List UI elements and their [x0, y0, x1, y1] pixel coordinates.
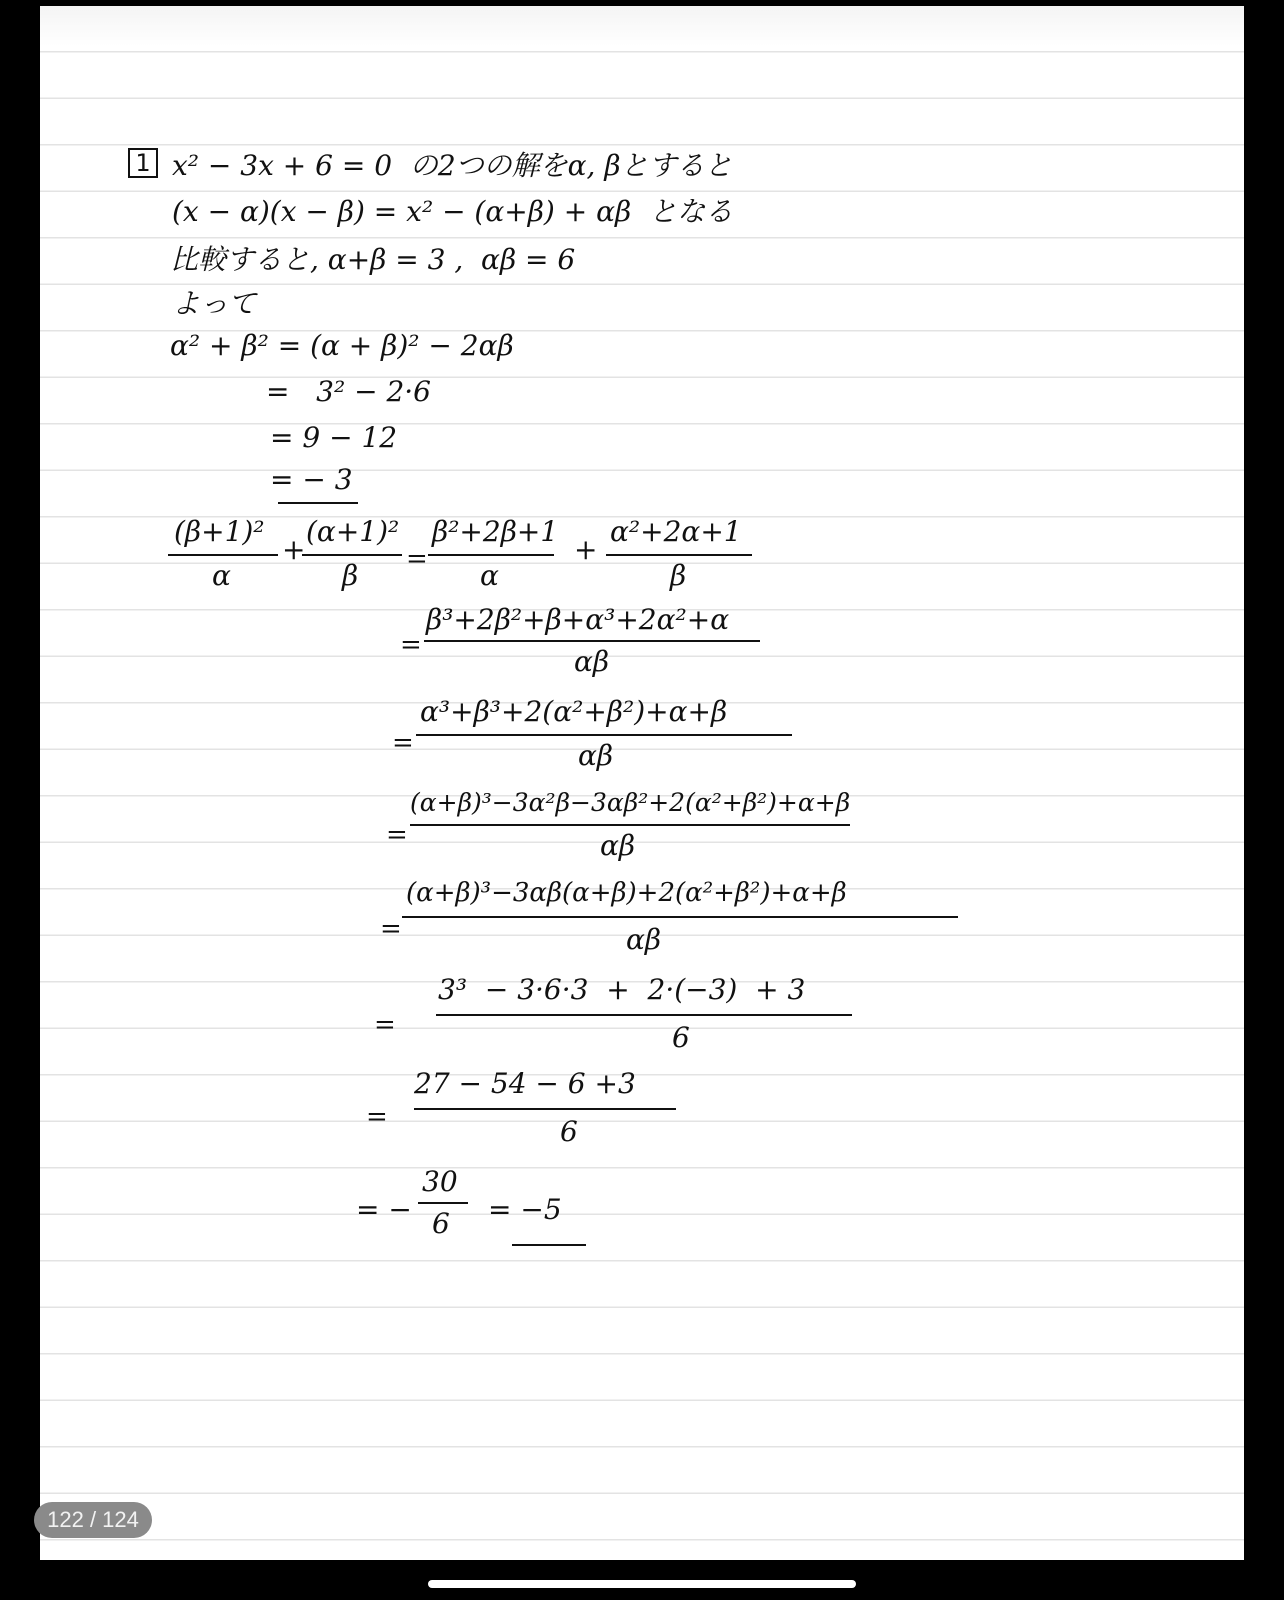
equals-sign-4: =	[386, 820, 408, 850]
step-3-denominator: αβ	[578, 739, 614, 772]
answer-underline-1	[278, 502, 358, 504]
problem-number-box	[128, 148, 158, 178]
step-5-fraction	[402, 880, 962, 968]
step-3-numerator: α³+β³+2(α²+β²)+α+β	[420, 695, 728, 728]
plus-sign-1: +	[282, 533, 306, 566]
note-line-7: = 9 − 12	[270, 421, 398, 454]
step-7-fraction	[414, 1067, 684, 1158]
step-6-bar	[436, 1014, 852, 1016]
fraction-1-numerator: (β+1)²	[174, 515, 265, 548]
step-4-numerator: (α+β)³−3α²β−3αβ²+2(α²+β²)+α+β	[410, 788, 851, 817]
fraction-2-bar	[302, 554, 402, 556]
step-3-fraction	[416, 695, 796, 782]
note-line-1: x² − 3x + 6 = 0 の2つの解をα, βとすると	[172, 149, 733, 182]
step-8-prefix: = −	[356, 1193, 412, 1226]
equals-sign-2: =	[400, 630, 422, 660]
equals-sign-1: =	[406, 544, 428, 574]
equals-sign-5: =	[380, 914, 402, 944]
step-5-denominator: αβ	[626, 923, 662, 956]
note-line-2: (x − α)(x − β) = x² − (α+β) + αβ となる	[172, 195, 733, 228]
step-7-denominator: 6	[560, 1115, 578, 1148]
page-top-shade	[40, 6, 1244, 46]
step-5-bar	[402, 916, 958, 918]
answer-underline-2	[512, 1244, 586, 1246]
fraction-1-bar	[168, 554, 278, 556]
step-4-fraction	[410, 790, 870, 874]
step-5-numerator: (α+β)³−3αβ(α+β)+2(α²+β²)+α+β	[406, 878, 847, 908]
step-6-fraction	[436, 973, 866, 1064]
step-2-numerator: β³+2β²+β+α³+2α²+α	[426, 603, 730, 636]
step-7-numerator: 27 − 54 − 6 +3	[414, 1067, 636, 1100]
step-8-result: = −5	[488, 1193, 562, 1226]
fraction-2	[302, 516, 402, 596]
note-line-8: = − 3	[270, 463, 353, 496]
step-7-bar	[414, 1108, 676, 1110]
fraction-4-denominator: β	[670, 559, 687, 592]
equals-sign-3: =	[392, 728, 414, 758]
note-line-3: 比較すると, α+β = 3 , αβ = 6	[170, 243, 576, 276]
equals-sign-6: =	[374, 1010, 396, 1040]
fraction-4-numerator: α²+2α+1	[610, 515, 742, 548]
fraction-2-denominator: β	[342, 559, 359, 592]
plus-sign-2: +	[574, 533, 598, 566]
fraction-3-bar	[428, 554, 554, 556]
fraction-4-bar	[606, 554, 752, 556]
equals-sign-7: =	[366, 1102, 388, 1132]
fraction-3-denominator: α	[480, 559, 499, 592]
step-3-bar	[416, 734, 792, 736]
fraction-2-numerator: (α+1)²	[306, 515, 400, 548]
step-4-denominator: αβ	[600, 829, 636, 862]
step-8-fraction	[418, 1165, 478, 1248]
step-2-denominator: αβ	[574, 645, 610, 678]
fraction-1	[168, 516, 278, 596]
fraction-3-numerator: β²+2β+1	[432, 515, 559, 548]
step-8-numerator: 30	[422, 1165, 458, 1198]
fraction-3	[428, 516, 558, 596]
step-8-bar	[418, 1202, 468, 1204]
step-6-denominator: 6	[672, 1021, 690, 1054]
fraction-4	[606, 516, 756, 596]
note-line-6: = 3² − 2·6	[266, 375, 431, 408]
note-line-4: よって	[172, 287, 257, 320]
step-2-bar	[424, 640, 760, 642]
note-line-5: α² + β² = (α + β)² − 2αβ	[170, 329, 514, 362]
home-indicator-bar[interactable]	[428, 1580, 856, 1588]
step-6-numerator: 3³ − 3·6·3 + 2·(−3) + 3	[438, 973, 806, 1006]
fraction-1-denominator: α	[212, 559, 231, 592]
page-indicator: 122 / 124	[34, 1502, 152, 1538]
step-4-bar	[410, 824, 850, 826]
step-2-fraction	[424, 603, 764, 686]
step-8-denominator: 6	[432, 1207, 450, 1240]
notebook-page	[40, 6, 1244, 1560]
problem-number: 1	[135, 149, 151, 177]
